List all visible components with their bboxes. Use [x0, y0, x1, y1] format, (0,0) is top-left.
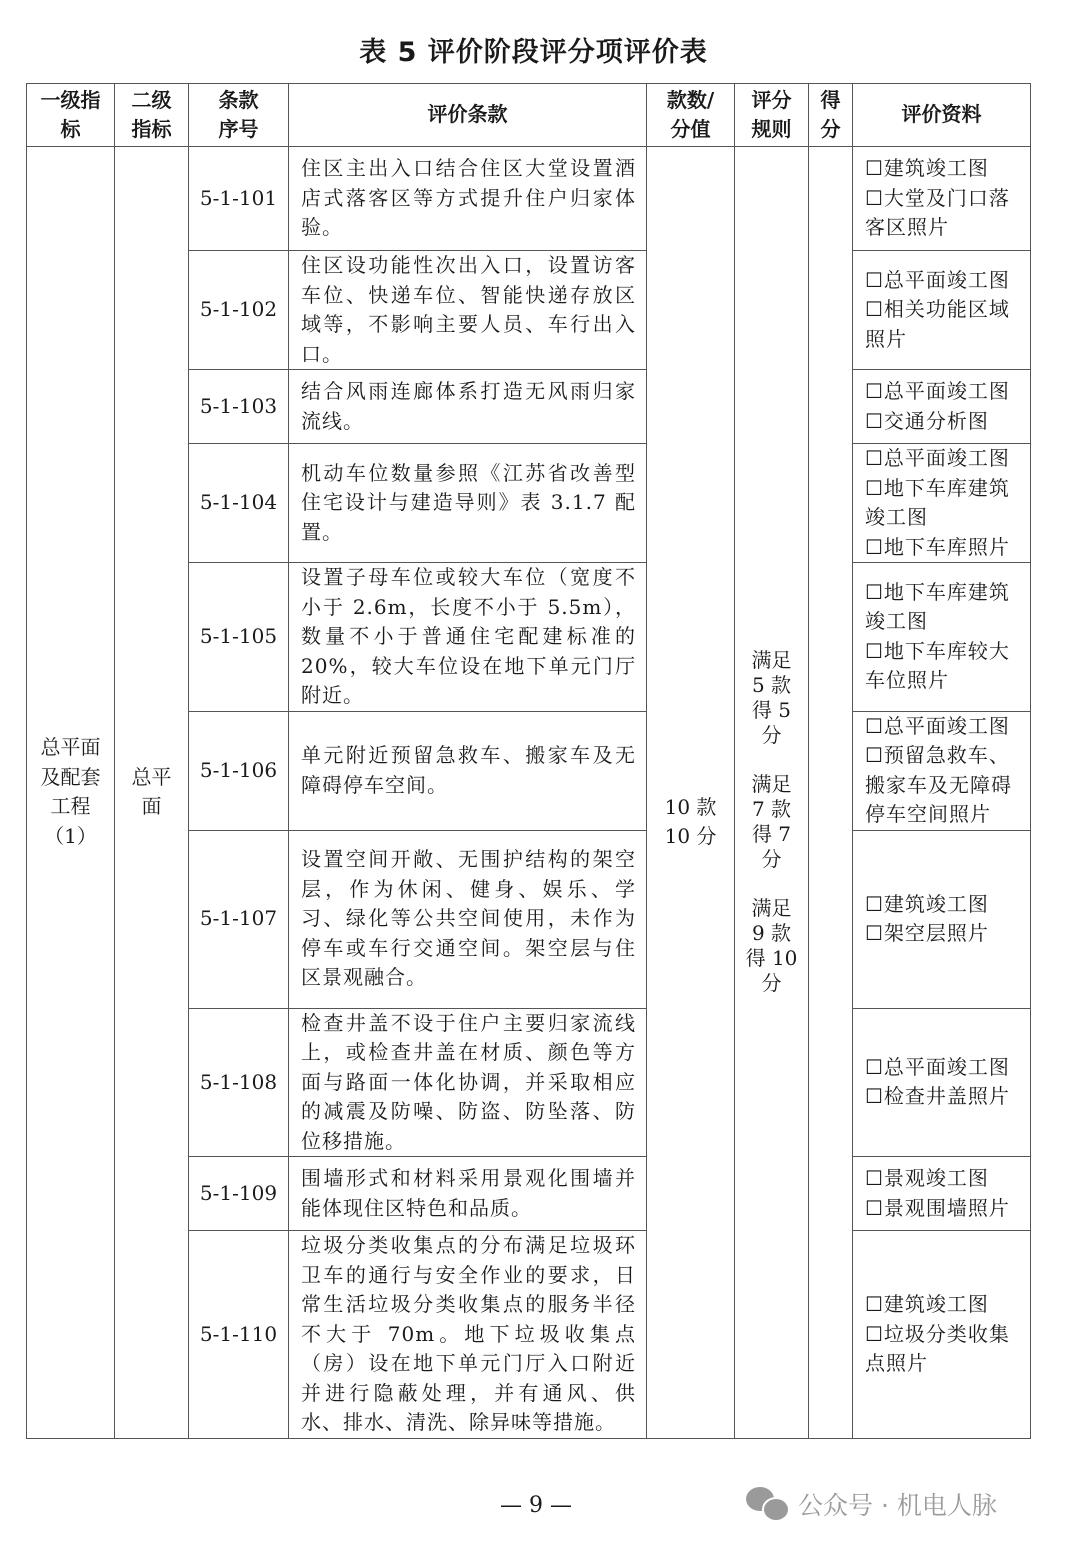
material-item: ☐建筑竣工图 [865, 156, 989, 181]
code-cell: 5-1-107 [189, 830, 289, 1008]
header-rule: 评分规则 [735, 84, 809, 147]
header-count-score: 款数/分值 [647, 84, 735, 147]
rule-line: 分 [761, 847, 782, 872]
rule-line: 满足 [751, 648, 792, 673]
material-item: ☐景观围墙照片 [865, 1195, 1010, 1220]
level1-line: 总平面 [40, 735, 101, 760]
clause-cell: 设置子母车位或较大车位（宽度不小于 2.6m，长度不小于 5.5m），数量不小于普通住宅配建标准的20%，较大车位设在地下单元门厅附近。 [289, 563, 647, 712]
material-item: ☐垃圾分类收集点照片 [865, 1321, 1010, 1375]
level2-line: 面 [141, 794, 162, 819]
material-item: ☐总平面竣工图 [865, 267, 1010, 292]
watermark-text: 公众号 · 机电人脉 [798, 1491, 997, 1520]
code-cell: 5-1-101 [189, 147, 289, 251]
evaluation-table [26, 83, 1031, 1439]
header-clause: 评价条款 [289, 84, 647, 147]
materials-cell [853, 1157, 1031, 1231]
materials-cell [853, 1231, 1031, 1439]
rule-line: 9 款 [751, 921, 792, 946]
clause-cell: 结合风雨连廊体系打造无风雨归家流线。 [289, 370, 647, 444]
material-item: ☐总平面竣工图 [865, 379, 1010, 403]
code-cell: 5-1-104 [189, 444, 289, 563]
rule-cell [735, 147, 809, 1439]
rule-line: 5 款 [751, 673, 792, 698]
level1-line: 工程 [50, 794, 91, 819]
code-cell: 5-1-105 [189, 563, 289, 712]
materials-cell [853, 1008, 1031, 1157]
rule-line: 得 10 [745, 946, 798, 971]
clause-cell: 围墙形式和材料采用景观化围墙并能体现住区特色和品质。 [289, 1157, 647, 1231]
materials-cell [853, 830, 1031, 1008]
header-code: 条款序号 [189, 84, 289, 147]
material-item: ☐大堂及门口落客区照片 [865, 185, 1010, 240]
code-cell: 5-1-109 [189, 1157, 289, 1231]
rule-block [735, 648, 808, 748]
level1-line: （1） [44, 823, 97, 848]
clause-cell: 机动车位数量参照《江苏省改善型住宅设计与建造导则》表 3.1.7 配置。 [289, 444, 647, 563]
header-level1: 一级指标 [27, 84, 115, 147]
material-item: ☐地下车库建筑竣工图 [865, 475, 1010, 529]
material-item: ☐预留急救车、搬家车及无障碍停车空间照片 [865, 743, 1012, 826]
header-row [27, 84, 1031, 147]
clause-cell: 设置空间开敞、无围护结构的架空层，作为休闲、健身、娱乐、学习、绿化等公共空间使用，未作为停车或车行交通空间。架空层与住区景观融合。 [289, 830, 647, 1008]
material-item: ☐总平面竣工图 [865, 446, 1010, 470]
materials-cell [853, 563, 1031, 712]
code-cell: 5-1-102 [189, 251, 289, 370]
materials-cell [853, 370, 1031, 444]
rule-block [735, 772, 808, 872]
count-score-line: 10 分 [664, 824, 717, 849]
count-score-line: 10 款 [664, 794, 717, 819]
page-title: 表 5 评价阶段评分项评价表 [359, 37, 708, 68]
header-level2: 二级指标 [115, 84, 189, 147]
header-score: 得分 [809, 84, 853, 147]
code-cell: 5-1-106 [189, 711, 289, 830]
rule-block [735, 896, 808, 996]
material-item: ☐检查井盖照片 [865, 1084, 1010, 1109]
wechat-icon [746, 1487, 790, 1521]
rule-line: 得 7 [751, 822, 792, 847]
level1-line: 及配套 [40, 764, 101, 789]
page-number: — 9 — [500, 1493, 572, 1518]
material-item: ☐景观竣工图 [865, 1166, 989, 1190]
code-cell: 5-1-110 [189, 1231, 289, 1439]
material-item: ☐地下车库较大车位照片 [865, 638, 1010, 693]
material-item: ☐地下车库建筑竣工图 [865, 579, 1010, 634]
clause-cell: 住区设功能性次出入口，设置访客车位、快递车位、智能快递存放区域等，不影响主要人员、车行出入口。 [289, 251, 647, 370]
clause-cell: 垃圾分类收集点的分布满足垃圾环卫车的通行与安全作业的要求，日常生活垃圾分类收集点的服务半径不大于 70m。地下垃圾收集点（房）设在地下单元门厅入口附近并进行隐蔽处理，并有通风、供水、排水、清洗、除异味等措施。 [289, 1231, 647, 1439]
clause-cell: 检查井盖不设于住户主要归家流线上，或检查井盖在材质、颜色等方面与路面一体化协调，并采取相应的减震及防噪、防盗、防坠落、防位移措施。 [289, 1008, 647, 1157]
materials-cell [853, 444, 1031, 563]
watermark [746, 1486, 997, 1522]
code-cell: 5-1-108 [189, 1008, 289, 1157]
material-item: ☐总平面竣工图 [865, 1054, 1010, 1079]
material-item: ☐总平面竣工图 [865, 713, 1010, 738]
table-row [27, 147, 1031, 251]
materials-cell [853, 251, 1031, 370]
material-item: ☐地下车库照片 [865, 534, 1010, 559]
rule-line: 分 [761, 971, 782, 996]
level1-cell [27, 147, 115, 1439]
rule-line: 得 5 [751, 698, 792, 723]
materials-cell [853, 711, 1031, 830]
material-item: ☐交通分析图 [865, 408, 989, 433]
score-cell[interactable] [809, 147, 853, 1439]
clause-cell: 住区主出入口结合住区大堂设置酒店式落客区等方式提升住户归家体验。 [289, 147, 647, 251]
level2-cell [115, 147, 189, 1439]
material-item: ☐建筑竣工图 [865, 891, 989, 916]
rule-line: 满足 [751, 896, 792, 921]
material-item: ☐建筑竣工图 [865, 1292, 989, 1316]
rule-line: 7 款 [751, 797, 792, 822]
header-materials: 评价资料 [853, 84, 1031, 147]
clause-cell: 单元附近预留急救车、搬家车及无障碍停车空间。 [289, 711, 647, 830]
material-item: ☐架空层照片 [865, 921, 989, 945]
code-cell: 5-1-103 [189, 370, 289, 444]
material-item: ☐相关功能区域照片 [865, 297, 1010, 351]
rule-line: 满足 [751, 772, 792, 797]
count-score-cell [647, 147, 735, 1439]
level2-line: 总平 [131, 764, 172, 789]
rule-line: 分 [761, 723, 782, 748]
materials-cell [853, 147, 1031, 251]
